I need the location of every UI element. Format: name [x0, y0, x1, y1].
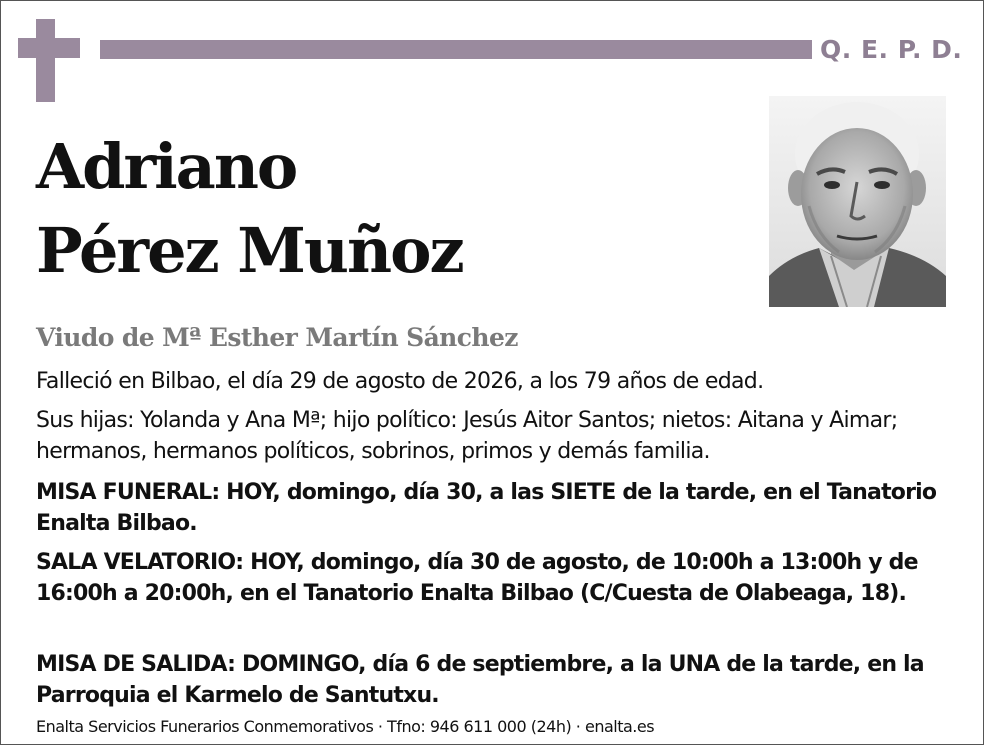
death-notice: Falleció en Bilbao, el día 29 de agosto de 2026, a los 79 años de edad.	[36, 369, 764, 394]
deceased-photo	[769, 96, 946, 307]
cross-icon	[36, 19, 55, 102]
wake-room: SALA VELATORIO: HOY, domingo, día 30 de agosto, de 10:00h a 13:00h y de 16:00h a 20:00h, en el Tanatorio Enalta Bilbao (C/Cuesta de Olabeaga, 18).	[36, 550, 918, 606]
footer-contact: Enalta Servicios Funerarios Conmemorativos · Tfno: 946 611 000 (24h) · enalta.es	[36, 717, 655, 736]
funeral-mass: MISA FUNERAL: HOY, domingo, día 30, a las SIETE de la tarde, en el Tanatorio Enalta Bilbao.	[36, 480, 937, 536]
deceased-surnames: Pérez Muñoz	[36, 214, 463, 287]
departure-mass: MISA DE SALIDA: DOMINGO, día 6 de septiembre, a la UNA de la tarde, en la Parroquia el Karmelo de Santutxu.	[36, 652, 924, 708]
header-rule	[100, 40, 812, 59]
deceased-first-name: Adriano	[36, 130, 297, 203]
qepd-label: Q. E. P. D.	[820, 35, 963, 64]
widower-of-line: Viudo de Mª Esther Martín Sánchez	[36, 323, 518, 352]
cross-icon-arm	[18, 38, 80, 58]
family-list: Sus hijas: Yolanda y Ana Mª; hijo político: Jesús Aitor Santos; nietos: Aitana y Aimar; hermanos, hermanos políticos, sobrinos, primos y demás familia.	[36, 408, 898, 464]
